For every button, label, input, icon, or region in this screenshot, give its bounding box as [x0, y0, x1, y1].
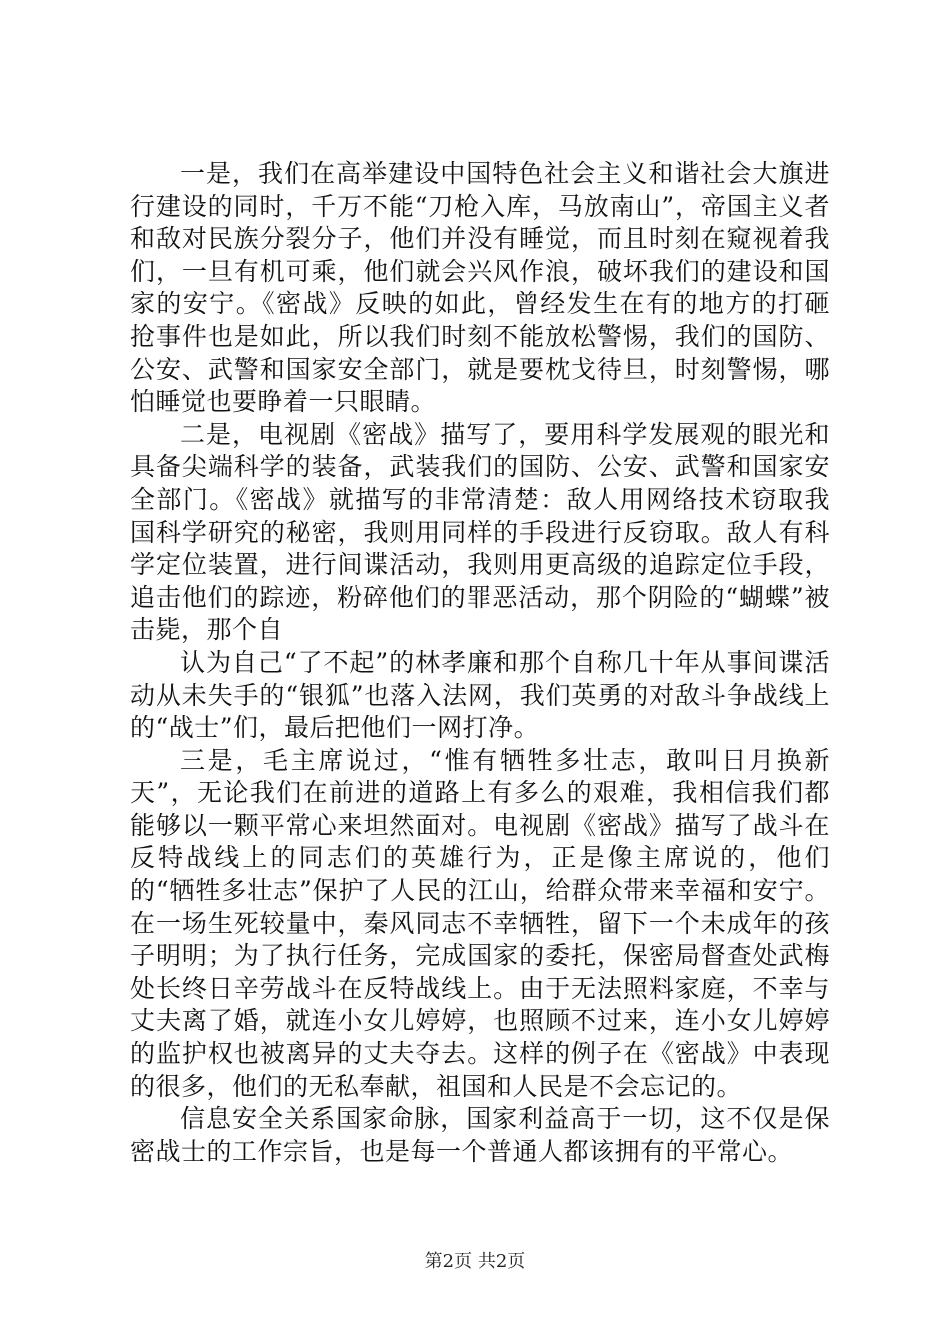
page-number-footer: 第2页 共2页 [424, 1251, 526, 1272]
paragraph-1: 一是，我们在高举建设中国特色社会主义和谐社会大旗进行建设的同时，千万不能“刀枪入库，马放南山”，帝国主义者和敌对民族分裂分子，他们并没有睡觉，而且时刻在窥视着我们，一旦有机可乘，他们就会兴风作浪，破坏我们的建设和国家的安宁。《密战》反映的如此，曾经发生在有的地方的打砸抢事件也是如此，所以我们时刻不能放松警惕，我们的国防、公安、武警和国家安全部门，就是要枕戈待旦，时刻警惕，哪怕睡觉也要睁着一只眼睛。 [130, 159, 830, 417]
paragraph-5: 信息安全关系国家命脉，国家利益高于一切，这不仅是保密战士的工作宗旨，也是每一个普通人都该拥有的平常心。 [130, 1104, 830, 1166]
paragraph-3: 认为自己“了不起”的林孝廉和那个自称几十年从事间谍活动从未失手的“银狐”也落入法网，我们英勇的对敌斗争战线上的“战士”们，最后把他们一网打净。 [130, 647, 830, 743]
paragraph-2: 二是，电视剧《密战》描写了，要用科学发展观的眼光和具备尖端科学的装备，武装我们的国防、公安、武警和国家安全部门。《密战》就描写的非常清楚：敌人用网络技术窃取我国科学研究的秘密，我则用同样的手段进行反窃取。敌人有科学定位装置，进行间谍活动，我则用更高级的追踪定位手段，追击他们的踪迹，粉碎他们的罪恶活动，那个阴险的“蝴蝶”被击毙，那个自 [130, 419, 830, 645]
document-body [130, 158, 830, 1168]
paragraph-4: 三是，毛主席说过，“惟有牺牲多壮志，敢叫日月换新天”，无论我们在前进的道路上有多么的艰难，我相信我们都能够以一颗平常心来坦然面对。电视剧《密战》描写了战斗在反特战线上的同志们的英雄行为，正是像主席说的，他们的“牺牲多壮志”保护了人民的江山，给群众带来幸福和安宁。在一场生死较量中，秦风同志不幸牺牲，留下一个未成年的孩子明明；为了执行任务，完成国家的委托，保密局督查处武梅处长终日辛劳战斗在反特战线上。由于无法照料家庭，不幸与丈夫离了婚，就连小女儿婷婷，也照顾不过来，连小女儿婷婷的监护权也被离异的丈夫夺去。这样的例子在《密战》中表现的很多，他们的无私奉献，祖国和人民是不会忘记的。 [130, 745, 830, 1101]
